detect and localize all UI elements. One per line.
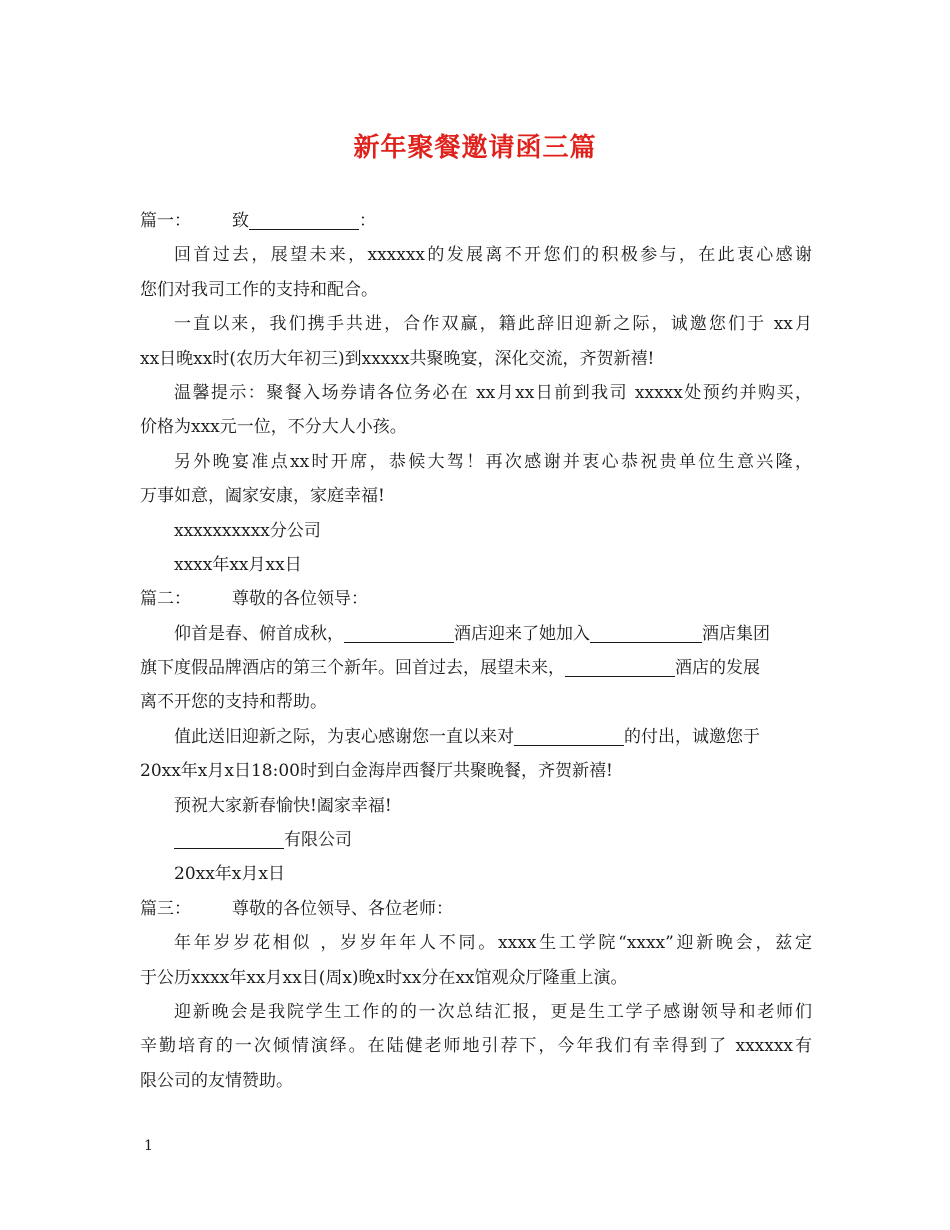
fill-blank [344,622,454,643]
part2-greeting: 尊敬的各位领导： [232,589,368,610]
part3-paragraph1-line2: 于公历xxxx年xx月xx日(周x)晚x时xx分在xx馆观众厅隆重上演。 [140,967,628,988]
part3-heading [140,892,812,926]
part2-paragraph3: 预祝大家新春愉快!阖家幸福! [174,795,392,816]
part1-to-prefix: 致 [232,211,249,231]
part3-greeting: 尊敬的各位领导、各位老师： [232,898,453,919]
document-body [140,204,812,1098]
part1-paragraph1-line1: 回首过去，展望未来，xxxxxx的发展离不开您们的积极参与，在此衷心感谢 [174,245,812,266]
part3-paragraph2-line1: 迎新晚会是我院学生工作的的一次总结汇报，更是生工学子感谢领导和老师们 [174,1001,812,1022]
part1-signature: xxxxxxxxxx分公司 [174,520,321,541]
fill-blank [514,725,624,746]
part2-paragraph2-line2: 20xx年x月x日18:00时到白金海岸西餐厅共聚晚餐，齐贺新禧! [140,761,613,782]
part1-paragraph3-line2: 价格为xxx元一位，不分大人小孩。 [140,417,407,438]
part1-paragraph3-line1: 温馨提示：聚餐入场券请各位务必在 xx月xx日前到我司 xxxxx处预约并购买， [174,382,812,403]
part3-paragraph1-line1: 年年岁岁花相似 ，岁岁年年人不同。xxxx生工学院“xxxx”迎新晚会，兹定 [174,933,812,954]
part1-heading [140,204,812,238]
part2-heading [140,582,812,616]
part3-label: 篇三： [140,898,191,919]
fill-blank [590,622,702,643]
part2-paragraph1-line3: 离不开您的支持和帮助。 [140,692,327,713]
part1-label: 篇一： [140,211,191,231]
document-title: 新年聚餐邀请函三篇 [353,133,597,163]
part1-paragraph1-line2: 您们对我司工作的支持和配合。 [140,279,378,300]
fill-blank [174,828,284,849]
fill-blank [565,656,675,677]
part2-date: 20xx年x月x日 [174,864,285,885]
part1-paragraph2-line2: xx日晚xx时(农历大年初三)到xxxxx共聚晚宴，深化交流，齐贺新禧! [140,348,655,369]
part1-paragraph4-line1: 另外晚宴准点xx时开席，恭候大驾！再次感谢并衷心恭祝贵单位生意兴隆， [174,451,812,472]
part2-paragraph2-line1: 值此送旧迎新之际，为衷心感谢您一直以来对 的付出，诚邀您于 [174,726,760,747]
part1-to-suffix: ： [359,211,376,231]
part2-paragraph1-line1: 仰首是春、俯首成秋， 酒店迎来了她加入 酒店集团 [174,623,770,644]
part1-paragraph4-line2: 万事如意，阖家安康，家庭幸福! [140,486,385,507]
part3-paragraph2-line2: 辛勤培育的一次倾情演绎。在陆健老师地引荐下，今年我们有幸得到了 xxxxxx有 [140,1036,812,1057]
page-number: 1 [144,1138,153,1154]
part2-signature: 有限公司 [140,823,812,857]
part3-paragraph2-line3: 限公司的友情赞助。 [140,1070,293,1091]
part1-paragraph2-line1: 一直以来，我们携手共进，合作双赢，籍此辞旧迎新之际，诚邀您们于 xx月 [174,314,812,335]
part1-date: xxxx年xx月xx日 [174,554,302,575]
part2-label: 篇二： [140,589,191,610]
part2-paragraph1-line2: 旗下度假品牌酒店的第三个新年。回首过去，展望未来， 酒店的发展 [140,658,760,679]
part1-recipient-blank [249,209,359,230]
